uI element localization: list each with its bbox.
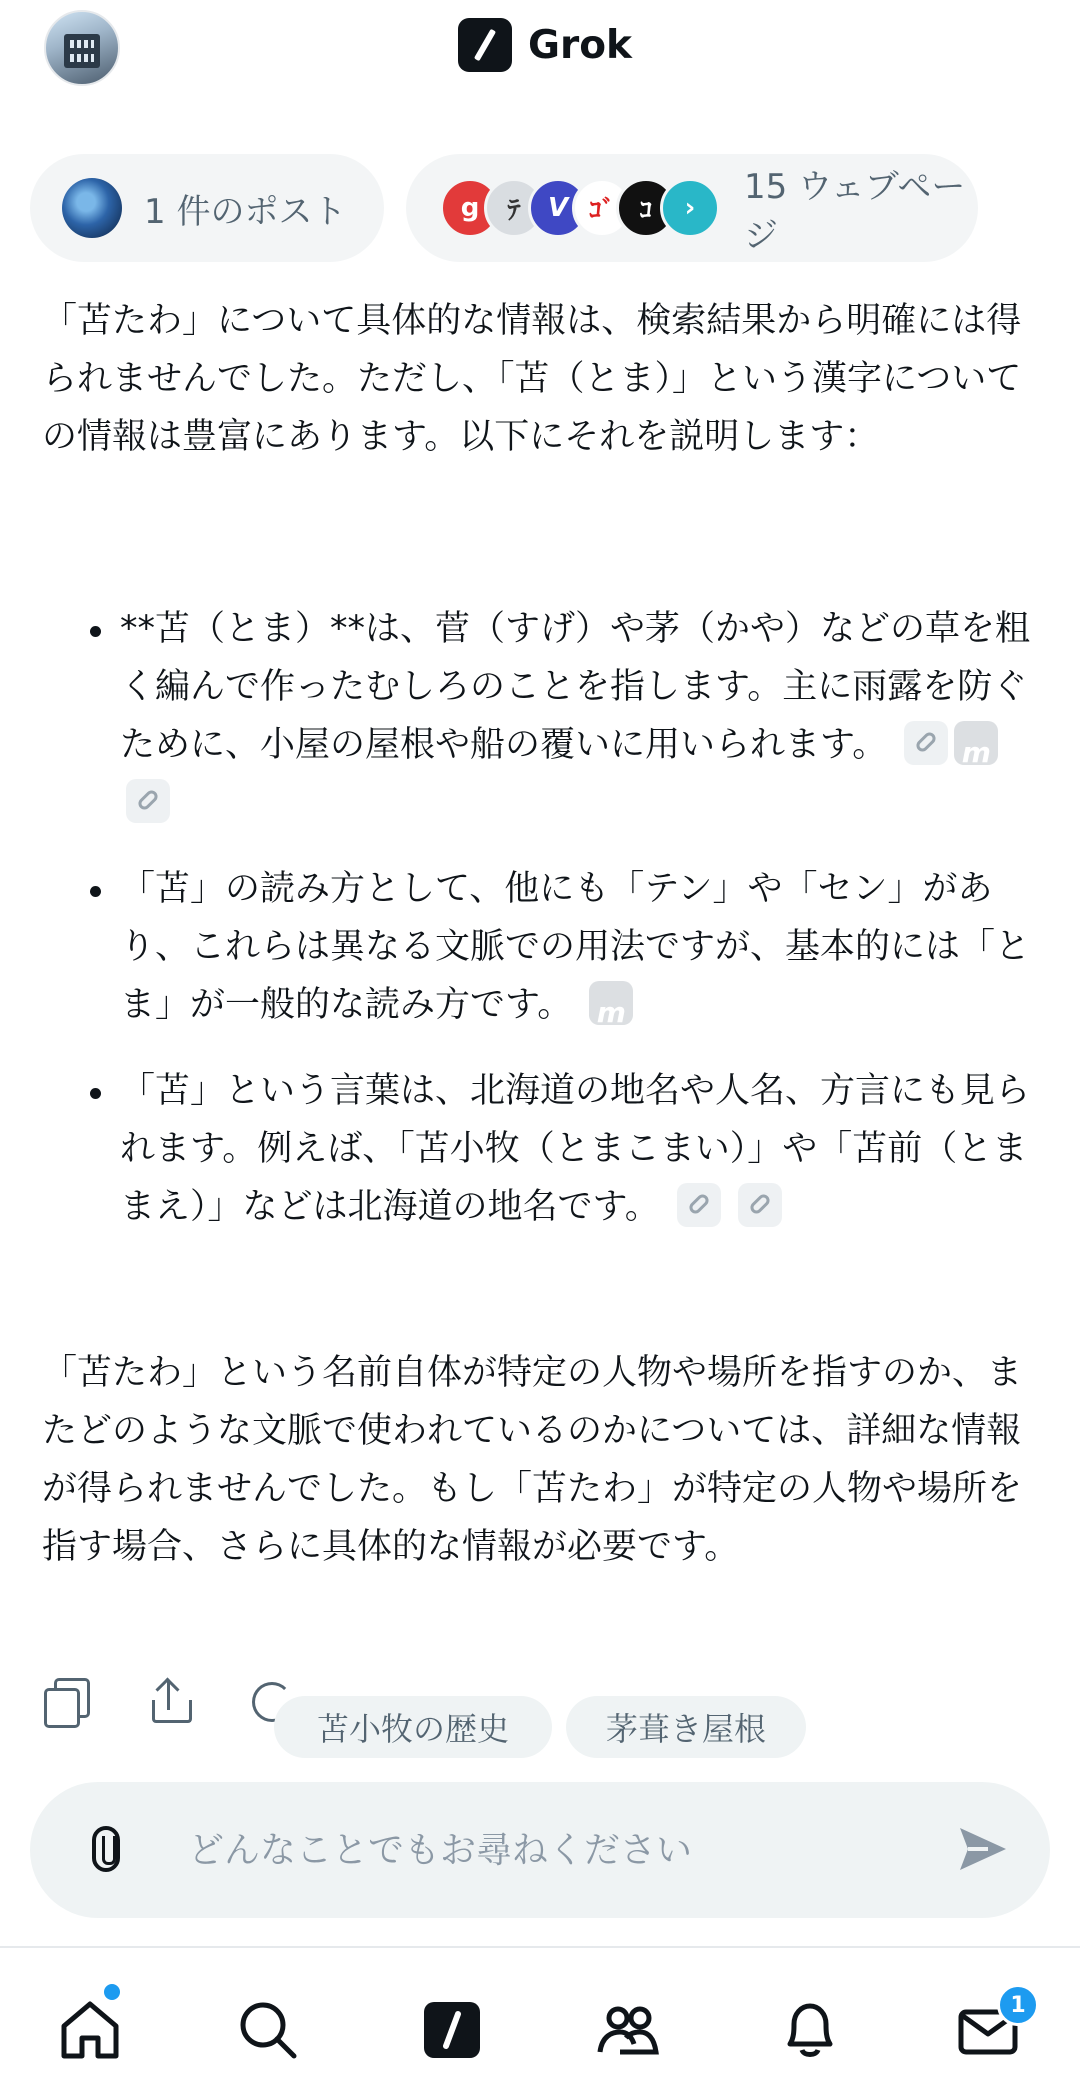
citation-link-icon[interactable] xyxy=(738,1183,782,1227)
list-item xyxy=(42,1062,1042,1236)
citation-link-icon[interactable] xyxy=(904,721,948,765)
communities-icon[interactable] xyxy=(596,1998,660,2062)
favicon-icon: › xyxy=(660,178,720,238)
favicon-icon: ｺﾞ xyxy=(572,178,632,238)
app-title: Grok xyxy=(528,22,632,68)
copy-icon[interactable] xyxy=(44,1678,92,1726)
citation-m-icon[interactable] xyxy=(954,721,998,765)
posts-sources-chip[interactable] xyxy=(30,154,384,262)
favicon-icon: ｺ xyxy=(616,178,676,238)
favicon-icon: g xyxy=(440,178,500,238)
list-item xyxy=(42,860,1042,1034)
app-header xyxy=(458,18,632,72)
citation-link-icon[interactable] xyxy=(677,1183,721,1227)
bottom-nav xyxy=(0,1946,1080,2077)
suggestion-chip[interactable]: 苫小牧の歴史 xyxy=(274,1696,552,1758)
notifications-icon[interactable] xyxy=(778,1998,842,2062)
home-icon[interactable] xyxy=(58,1998,122,2062)
search-icon[interactable] xyxy=(236,1998,300,2062)
suggestion-chip[interactable]: 茅葺き屋根 xyxy=(566,1696,806,1758)
favicon-stack xyxy=(440,178,720,238)
send-icon[interactable] xyxy=(958,1826,1008,1872)
posts-count-label: 1 件のポスト xyxy=(144,191,347,232)
list-item xyxy=(42,600,1042,832)
bullet-text: 「苫」という言葉は、北海道の地名や人名、方言にも見られます。例えば、「苫小牧（とまこまい）」や「苫前（とままえ）」などは北海道の地名です。 xyxy=(120,1071,1031,1227)
favicon-icon: V xyxy=(528,178,588,238)
answer-intro: 「苫たわ」について具体的な情報は、検索結果から明確には得られませんでした。ただし、「苫（とま）」という漢字についての情報は豊富にあります。以下にそれを説明します： xyxy=(42,301,1022,457)
attachment-icon[interactable] xyxy=(92,1826,120,1872)
answer-conclusion: 「苫たわ」という名前自体が特定の人物や場所を指すのか、またどのような文脈で使われているのかについては、詳細な情報が得られませんでした。もし「苫たわ」が特定の人物や場所を指す場合、さらに具体的な情報が必要です。 xyxy=(42,1353,1023,1567)
home-new-dot xyxy=(104,1984,120,2000)
citation-m-icon[interactable] xyxy=(589,981,633,1025)
grok-icon[interactable] xyxy=(420,1998,484,2062)
messages-badge: 1 xyxy=(997,1984,1039,2026)
bullet-text: **苫（とま）**は、菅（すげ）や茅（かや）などの草を粗く編んで作ったむしろのことを指します。主に雨露を防ぐために、小屋の屋根や船の覆いに用いられます。 xyxy=(120,609,1031,765)
grok-logo-icon xyxy=(458,18,512,72)
citation-link-icon[interactable] xyxy=(126,779,170,823)
share-icon[interactable] xyxy=(148,1678,196,1726)
answer-bullets xyxy=(42,600,1042,1264)
bullet-text: 「苫」の読み方として、他にも「テン」や「セン」があり、これらは異なる文脈での用法ですが、基本的には「とま」が一般的な読み方です。 xyxy=(120,869,1031,1025)
profile-avatar[interactable] xyxy=(44,10,120,86)
favicon-icon: ﾃ xyxy=(484,178,544,238)
prompt-input[interactable] xyxy=(188,1818,928,1882)
webpages-count-label: 15 ウェブページ xyxy=(744,167,966,256)
post-avatar-icon xyxy=(62,178,122,238)
avatar-image xyxy=(64,34,100,68)
web-sources-chip[interactable] xyxy=(406,154,978,262)
